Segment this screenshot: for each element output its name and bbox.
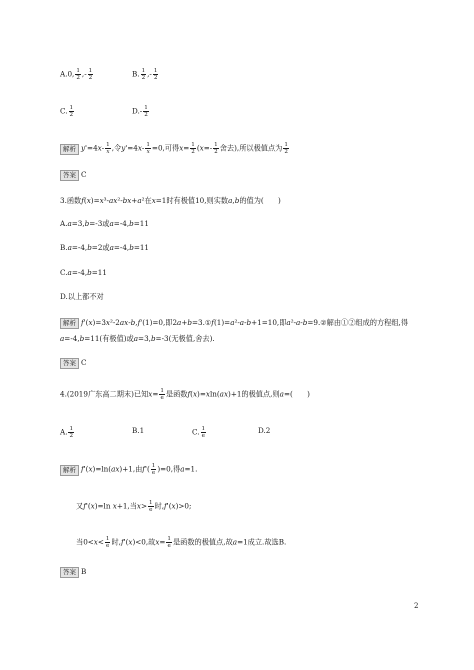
analysis-tag: 解析 [60,318,79,329]
answer-tag: 答案 [60,358,79,369]
q2-option-d: D.- $\frac{1}{2}$ [132,105,148,118]
q4-option-a: A. $\frac{1}{2}$ [60,426,74,439]
answer-tag: 答案 [60,170,79,181]
answer-4-value: B [81,567,87,576]
analysis-tag: 解析 [60,465,79,476]
q4-option-b: B.1 [132,426,145,435]
solution-4-line-1: 解析 f'(x)=ln(ax)+1,由f'( $\frac{1}{e}$ )=0,得a=1. [60,463,197,476]
q4-option-c: C. $\frac{1}{e}$ [192,426,206,439]
q4-stem: 4.(2019广东高二期末)已知x= $\frac{1}{e}$ 是函数f(x)=xln(ax)+1的极值点,则a=( ) [60,388,310,401]
answer-3-value: C [81,358,87,367]
q2-option-b: B. $\frac{1}{2}$ ,- $\frac{1}{2}$ [132,68,158,81]
solution-4-line-2: 又f'(x)=ln x+1,当x> $\frac{1}{e}$ 时,f'(x)>0; [76,500,192,513]
solution-3-line-1: 解析 f'(x)=3x²-2ax-b,f'(1)=0,即2a+b=3.①f(1)=a²-a-b+1=10,即a²-a-b=9.②解由①②组成的方程组,得 [60,318,408,329]
answer-3 [60,358,87,369]
q3-option-d: D.以上都不对 [60,292,104,301]
q3-option-c: C.a=-4,b=11 [60,268,107,277]
q4-option-d: D.2 [258,426,271,435]
solution-2: 解析 y'=4x- $\frac{1}{x}$ ,令y'=4x- $\frac{1}{x}$ =0,可得x= $\frac{1}{2}$ (x=- $\frac{1}{2}$ 舍去),所以极值点为 $\frac{1}{2}$ [60,142,290,155]
solution-4-line-3: 当0<x< $\frac{1}{e}$ 时,f'(x)<0,故x= $\frac{1}{e}$ 是函数的极值点,故a=1成立.故选B. [76,536,287,549]
q2-option-a: A.0, $\frac{1}{2}$ ,- $\frac{1}{2}$ [60,68,93,81]
q3-stem: 3.函数f(x)=x³-ax²-bx+a²在x=1时有极值10,则实数a,b的值为( ) [60,196,281,205]
analysis-tag: 解析 [60,144,79,155]
answer-2-value: C [81,170,87,179]
answer-2 [60,170,87,181]
q2-option-c: C. $\frac{1}{2}$ [60,105,74,118]
q3-option-b: B.a=-4,b=2或a=-4,b=11 [60,243,149,252]
answer-4 [60,567,86,578]
answer-tag: 答案 [60,567,79,578]
page-number: 2 [414,602,419,610]
solution-3-line-2: a=-4,b=11(有极值)或a=3,b=-3(无极值,舍去). [60,334,215,343]
q3-option-a: A.a=3,b=-3或a=-4,b=11 [60,219,149,228]
